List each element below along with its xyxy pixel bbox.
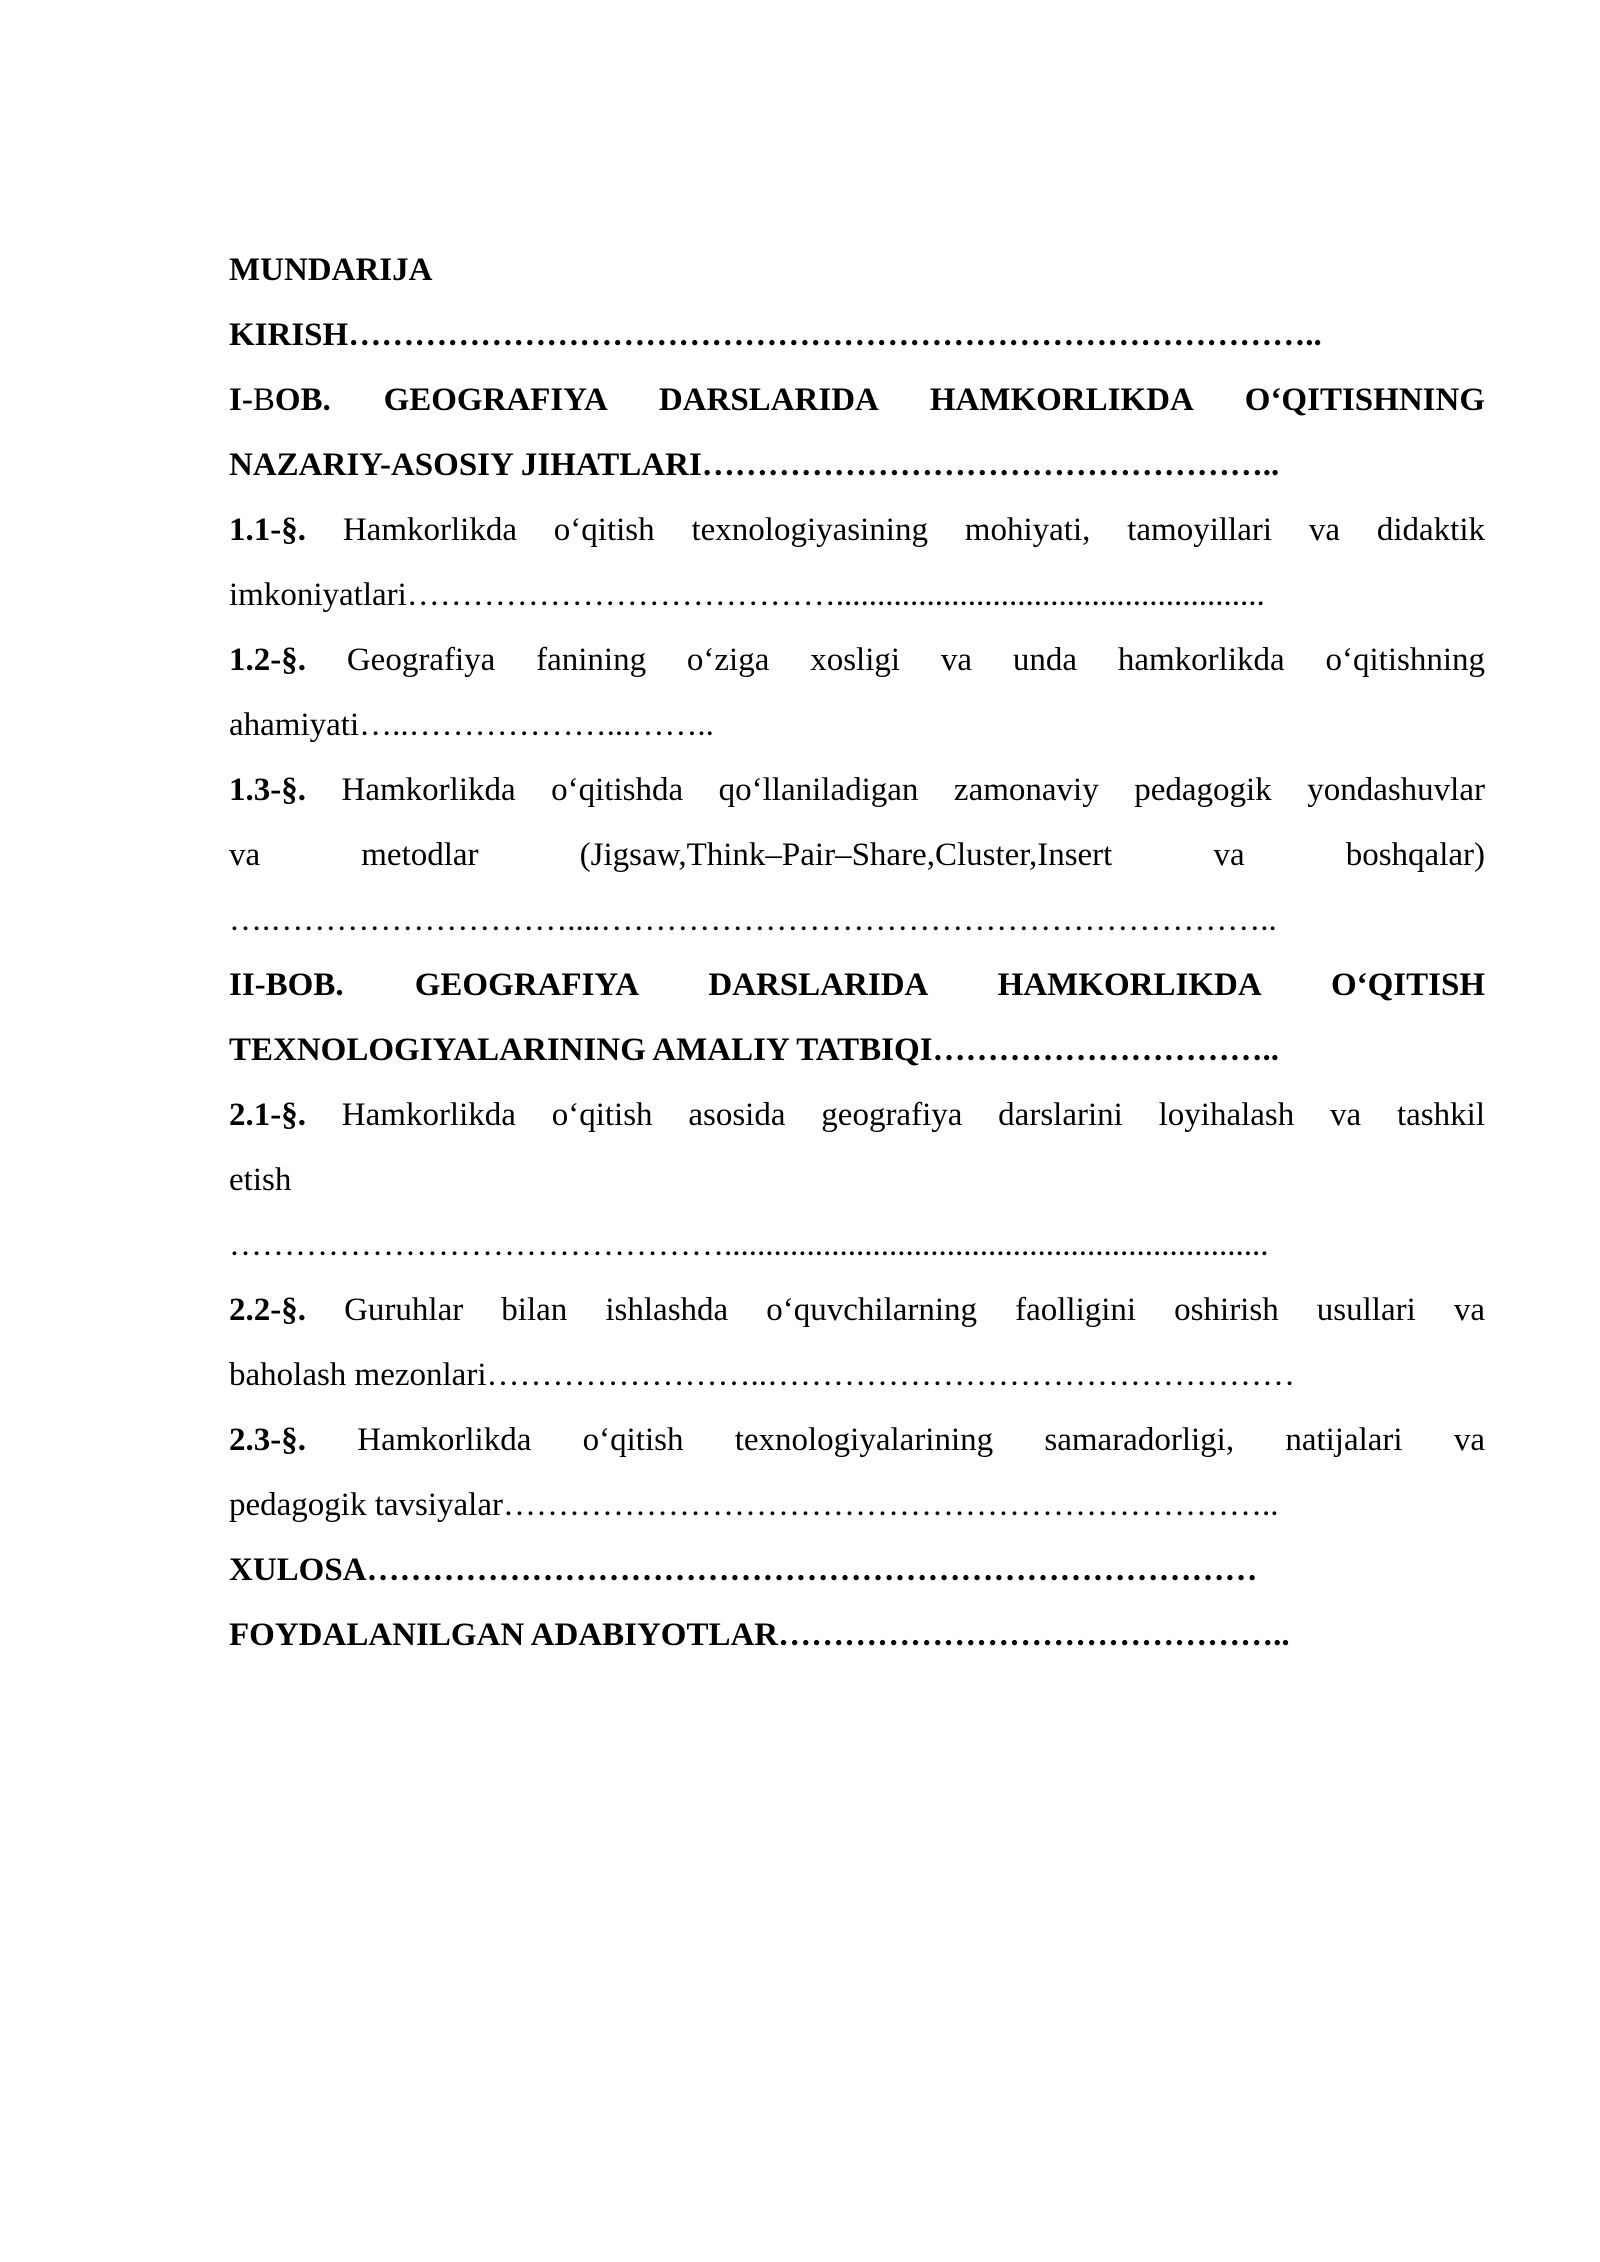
toc-entry-adabiyotlar: FOYDALANILGAN ADABIYOTLAR………………………………………..: [229, 1617, 1290, 1653]
section-number: 1.1-§.: [229, 512, 306, 548]
toc-section-2-2: [229, 1278, 1485, 1343]
toc-title: MUNDARIJA: [229, 252, 433, 288]
toc-section-2-1-leader: ………………………………………..................................................................: [229, 1227, 1269, 1263]
table-of-contents: [229, 238, 1485, 1668]
toc-entry-kirish: KIRISH……………………………………………………………………………..: [229, 317, 1322, 353]
toc-chapter-1-heading: [229, 368, 1485, 433]
section-title: Guruhlar bilan ishlashda o‘quvchilarning faolligini oshirish usullari va: [306, 1292, 1485, 1328]
toc-chapter-1-heading-cont: NAZARIY-ASOSIY JIHATLARI……………………………………………..: [229, 447, 1280, 483]
toc-section-1-2-cont: ahamiyati…..………………...……..: [229, 707, 714, 743]
section-number: 1.3-§.: [229, 772, 306, 808]
toc-section-2-2-cont: baholash mezonlari……………………..…………………………………………: [229, 1357, 1295, 1393]
toc-section-1-1: [229, 498, 1485, 563]
toc-chapter-2-heading-cont: TEXNOLOGIYALARINING AMALIY TATBIQI…………………………..: [229, 1032, 1280, 1068]
toc-section-2-1-cont: etish: [229, 1162, 292, 1198]
toc-section-2-3-cont: pedagogik tavsiyalar……………………………………………………………..: [229, 1487, 1279, 1523]
chapter-1-b-char: B: [252, 382, 275, 418]
section-title: Hamkorlikda o‘qitish asosida geografiya darslarini loyihalash va tashkil: [306, 1097, 1485, 1133]
toc-section-1-3-leader: ….………………………....……………………………………………………..: [229, 902, 1277, 938]
toc-section-2-3: [229, 1408, 1485, 1473]
section-number: 1.2-§.: [229, 642, 306, 678]
section-number: 2.3-§.: [229, 1422, 306, 1458]
toc-entry-xulosa: XULOSA………………………………………………………………………: [229, 1552, 1258, 1588]
toc-section-1-3-cont: va metodlar (Jigsaw,Think–Pair–Share,Cluster,Insert va boshqalar): [229, 837, 1485, 873]
section-number: 2.2-§.: [229, 1292, 306, 1328]
toc-section-1-2: [229, 628, 1485, 693]
toc-section-1-3: [229, 758, 1485, 823]
section-number: 2.1-§.: [229, 1097, 306, 1133]
toc-section-2-1: [229, 1083, 1485, 1148]
chapter-1-heading-text: OB. GEOGRAFIYA DARSLARIDA HAMKORLIKDA O‘QITISHNING: [274, 382, 1485, 418]
section-title: Hamkorlikda o‘qitish texnologiyalarining samaradorligi, natijalari va: [306, 1422, 1485, 1458]
toc-section-1-1-cont: imkoniyatlari…………………………………....................................................: [229, 577, 1265, 613]
toc-chapter-2-heading: II-BOB. GEOGRAFIYA DARSLARIDA HAMKORLIKDA O‘QITISH: [229, 967, 1485, 1003]
section-title: Hamkorlikda o‘qitish texnologiyasining mohiyati, tamoyillari va didaktik: [306, 512, 1485, 548]
section-title: Hamkorlikda o‘qitishda qo‘llaniladigan zamonaviy pedagogik yondashuvlar: [306, 772, 1485, 808]
chapter-1-prefix: I-: [229, 382, 253, 418]
section-title: Geografiya fanining o‘ziga xosligi va unda hamkorlikda o‘qitishning: [306, 642, 1485, 678]
